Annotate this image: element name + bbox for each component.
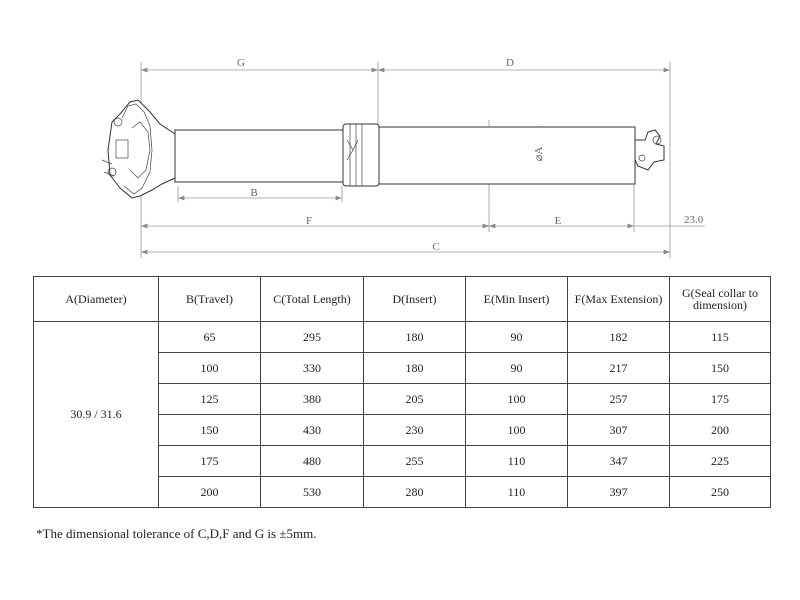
- table-cell: 175: [670, 384, 771, 415]
- label-offset: 23.0: [684, 214, 704, 226]
- header-insert: D(Insert): [364, 277, 466, 322]
- table-cell: 65: [159, 322, 261, 353]
- table-cell: 110: [466, 446, 568, 477]
- table-cell: 115: [670, 322, 771, 353]
- table-cell: 205: [364, 384, 466, 415]
- table-cell: 90: [466, 353, 568, 384]
- table-cell: 150: [670, 353, 771, 384]
- table-cell: 280: [364, 477, 466, 508]
- table-cell: 150: [159, 415, 261, 446]
- table-cell: 230: [364, 415, 466, 446]
- table-cell: 175: [159, 446, 261, 477]
- header-diameter: A(Diameter): [34, 277, 159, 322]
- table-cell: 180: [364, 353, 466, 384]
- table-cell: 295: [261, 322, 364, 353]
- label-e: E: [554, 215, 562, 227]
- table-cell: 100: [466, 384, 568, 415]
- table-cell: 480: [261, 446, 364, 477]
- table-cell: 347: [568, 446, 670, 477]
- table-cell: 100: [466, 415, 568, 446]
- table-cell: 100: [159, 353, 261, 384]
- table-row: [34, 322, 771, 353]
- table-cell: 397: [568, 477, 670, 508]
- header-total-length: C(Total Length): [261, 277, 364, 322]
- table-cell: 217: [568, 353, 670, 384]
- table-cell: 200: [670, 415, 771, 446]
- label-diameter: ⌀A: [533, 146, 545, 162]
- table-cell: 330: [261, 353, 364, 384]
- header-travel: B(Travel): [159, 277, 261, 322]
- label-c: C: [432, 241, 440, 253]
- table-cell: 200: [159, 477, 261, 508]
- label-f: F: [305, 215, 313, 227]
- tolerance-footnote: *The dimensional tolerance of C,D,F and G is ±5mm.: [36, 526, 317, 541]
- table-cell: 125: [159, 384, 261, 415]
- label-g: G: [237, 57, 245, 69]
- table-cell: 380: [261, 384, 364, 415]
- table-cell: 530: [261, 477, 364, 508]
- table-cell: 430: [261, 415, 364, 446]
- table-header-row: [34, 277, 771, 322]
- table-cell: 255: [364, 446, 466, 477]
- diameter-cell: 30.9 / 31.6: [34, 322, 159, 508]
- table-cell: 250: [670, 477, 771, 508]
- seatpost-dimension-drawing: [0, 0, 800, 270]
- table-cell: 180: [364, 322, 466, 353]
- table-cell: 307: [568, 415, 670, 446]
- header-seal-collar: G(Seal collar to dimension): [670, 277, 771, 322]
- header-max-extension: F(Max Extension): [568, 277, 670, 322]
- dimension-spec-table: [33, 276, 771, 508]
- table-cell: 257: [568, 384, 670, 415]
- label-d: D: [506, 57, 514, 69]
- table-cell: 110: [466, 477, 568, 508]
- header-min-insert: E(Min Insert): [466, 277, 568, 322]
- table-cell: 182: [568, 322, 670, 353]
- label-b: B: [250, 187, 258, 199]
- seatpost-outline: [102, 100, 664, 198]
- table-cell: 90: [466, 322, 568, 353]
- table-cell: 225: [670, 446, 771, 477]
